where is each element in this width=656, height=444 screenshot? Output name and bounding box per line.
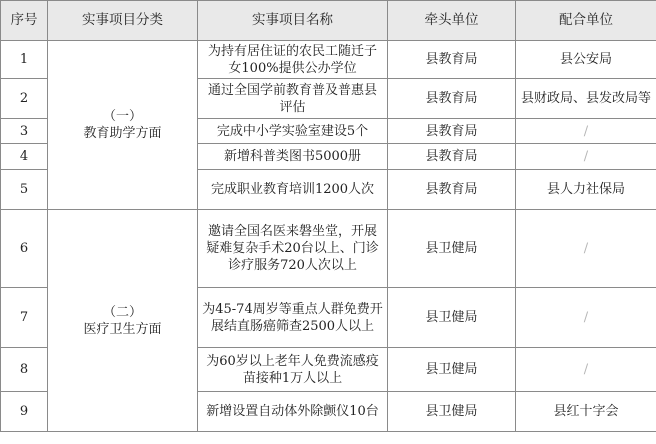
project-name: 完成职业教育培训1200人次	[198, 170, 388, 210]
coop-unit: /	[516, 348, 656, 392]
row-no: 5	[1, 170, 48, 210]
lead-unit: 县教育局	[388, 119, 516, 144]
coop-unit: 县人力社保局	[516, 170, 656, 210]
project-name: 通过全国学前教育普及普惠县评估	[198, 79, 388, 119]
lead-unit: 县卫健局	[388, 288, 516, 348]
category-cell	[48, 41, 198, 210]
row-no: 4	[1, 144, 48, 170]
coop-unit: 县红十字会	[516, 392, 656, 432]
row-no: 9	[1, 392, 48, 432]
category-cell	[48, 210, 198, 432]
lead-unit: 县教育局	[388, 41, 516, 79]
lead-unit: 县卫健局	[388, 392, 516, 432]
lead-unit: 县卫健局	[388, 210, 516, 288]
project-name: 新增设置自动体外除颤仪10台	[198, 392, 388, 432]
header-name: 实事项目名称	[198, 1, 388, 41]
project-name: 为60岁以上老年人免费流感疫苗接种1万人以上	[198, 348, 388, 392]
project-name: 新增科普类图书5000册	[198, 144, 388, 170]
category-label: 医疗卫生方面	[83, 321, 162, 337]
lead-unit: 县教育局	[388, 79, 516, 119]
lead-unit: 县卫健局	[388, 348, 516, 392]
row-no: 3	[1, 119, 48, 144]
header-lead: 牵头单位	[388, 1, 516, 41]
coop-unit: 县财政局、县发改局等	[516, 79, 656, 119]
project-name: 为持有居住证的农民工随迁子女100%提供公办学位	[198, 41, 388, 79]
coop-unit: 县公安局	[516, 41, 656, 79]
table-row	[1, 41, 656, 79]
header-no: 序号	[1, 1, 48, 41]
project-name: 邀请全国名医来磐坐堂，开展疑难复杂手术20台以上、门诊诊疗服务720人次以上	[198, 210, 388, 288]
row-no: 7	[1, 288, 48, 348]
header-coop: 配合单位	[516, 1, 656, 41]
coop-unit: /	[516, 288, 656, 348]
lead-unit: 县教育局	[388, 144, 516, 170]
coop-unit: /	[516, 144, 656, 170]
row-no: 6	[1, 210, 48, 288]
row-no: 8	[1, 348, 48, 392]
project-name: 完成中小学实验室建设5个	[198, 119, 388, 144]
coop-unit: /	[516, 119, 656, 144]
header-category: 实事项目分类	[48, 1, 198, 41]
lead-unit: 县教育局	[388, 170, 516, 210]
category-label: 教育助学方面	[83, 126, 162, 141]
table-row	[1, 210, 656, 288]
header-row	[1, 1, 656, 41]
row-no: 1	[1, 41, 48, 79]
category-number: （一）	[102, 109, 142, 124]
category-number: （二）	[102, 304, 142, 320]
coop-unit: /	[516, 210, 656, 288]
project-name: 为45-74周岁等重点人群免费开展结直肠癌筛查2500人以上	[198, 288, 388, 348]
row-no: 2	[1, 79, 48, 119]
